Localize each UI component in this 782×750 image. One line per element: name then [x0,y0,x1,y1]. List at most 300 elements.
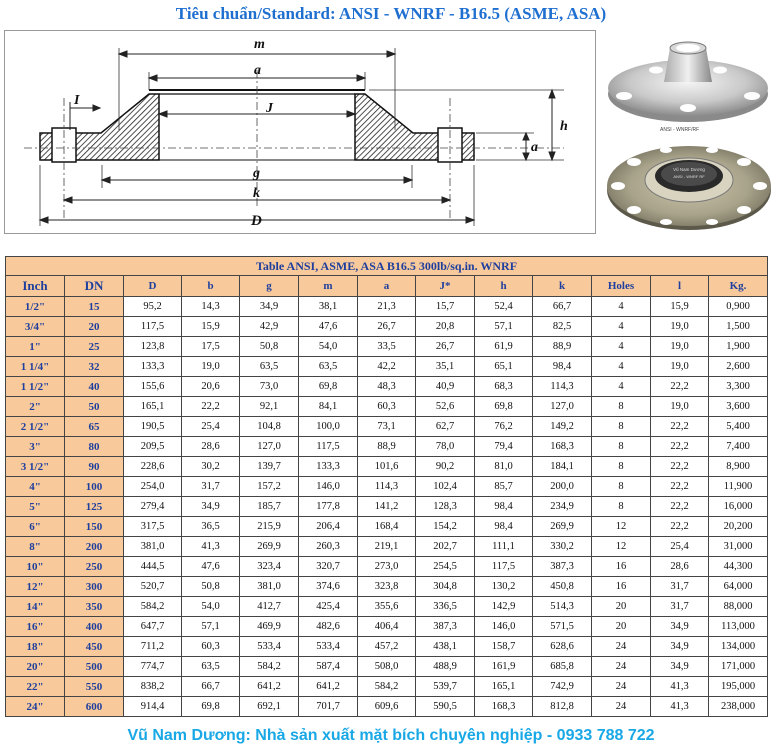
table-cell: 114,3 [358,477,416,497]
dim-label-a-side: a [531,140,538,155]
table-cell: 34,9 [651,657,709,677]
table-cell: 184,1 [533,457,592,477]
table-cell: 78,0 [416,437,475,457]
table-cell: 0,900 [709,297,768,317]
table-cell: 7,400 [709,437,768,457]
table-cell: 28,6 [182,437,240,457]
table-cell: 450 [65,637,124,657]
table-cell: 60,3 [182,637,240,657]
table-cell: 336,5 [416,597,475,617]
table-cell: 65 [65,417,124,437]
table-row [6,537,768,557]
table-cell: 20 [65,317,124,337]
table-cell: 88,9 [358,437,416,457]
table-cell: 34,9 [651,617,709,637]
table-cell: 117,5 [475,557,533,577]
table-cell: 202,7 [416,537,475,557]
flange-photo-caption-1: ANSI - WNRF/RF [660,127,700,133]
table-cell: 587,4 [299,657,358,677]
table-cell: 155,6 [124,377,182,397]
table-cell: 2 1/2" [6,417,65,437]
dim-label-D: D [251,213,262,229]
dim-label-J: J [266,101,273,116]
table-cell: 1/2" [6,297,65,317]
table-cell: 19,0 [182,357,240,377]
table-cell: 520,7 [124,577,182,597]
table-cell: 185,7 [240,497,299,517]
table-cell: 88,000 [709,597,768,617]
table-cell: 374,6 [299,577,358,597]
table-cell: 317,5 [124,517,182,537]
table-cell: 130,2 [475,577,533,597]
table-cell: 12 [592,537,651,557]
table-cell: 387,3 [416,617,475,637]
table-cell: 701,7 [299,697,358,717]
table-row [6,657,768,677]
table-cell: 22,2 [651,517,709,537]
table-cell: 47,6 [182,557,240,577]
table-row [6,577,768,597]
dim-label-h: h [560,119,568,134]
flange-engraving-name: Vũ Nam Dương [673,167,705,172]
table-cell: 600 [65,697,124,717]
table-cell: 34,9 [651,637,709,657]
table-cell: 8 [592,477,651,497]
table-cell: 254,0 [124,477,182,497]
table-cell: 24 [592,637,651,657]
table-cell: 31,7 [651,597,709,617]
table-cell: 269,9 [240,537,299,557]
table-cell: 149,2 [533,417,592,437]
table-cell: 117,5 [299,437,358,457]
table-cell: 127,0 [240,437,299,457]
table-cell: 20 [592,617,651,637]
table-cell: 57,1 [182,617,240,637]
table-cell: 128,3 [416,497,475,517]
table-cell: 200 [65,537,124,557]
table-row [6,497,768,517]
table-cell: 514,3 [533,597,592,617]
table-cell: 20,200 [709,517,768,537]
table-cell: 62,7 [416,417,475,437]
table-cell: 31,000 [709,537,768,557]
table-cell: 533,4 [299,637,358,657]
table-cell: 3/4" [6,317,65,337]
table-cell: 90 [65,457,124,477]
col-header-D: D [124,276,182,297]
table-cell: 533,4 [240,637,299,657]
table-row [6,317,768,337]
table-cell: 914,4 [124,697,182,717]
dim-label-m: m [254,37,265,52]
table-cell: 3,600 [709,397,768,417]
table-cell: 11,900 [709,477,768,497]
table-cell: 260,3 [299,537,358,557]
table-cell: 15 [65,297,124,317]
table-row [6,337,768,357]
table-cell: 33,5 [358,337,416,357]
table-cell: 21,3 [358,297,416,317]
table-cell: 158,7 [475,637,533,657]
table-cell: 47,6 [299,317,358,337]
table-cell: 15,9 [182,317,240,337]
table-cell: 812,8 [533,697,592,717]
flange-cross-section-drawing [4,30,596,234]
table-cell: 1,900 [709,337,768,357]
table-row [6,597,768,617]
table-cell: 1" [6,337,65,357]
table-cell: 19,0 [651,357,709,377]
page-title: Tiêu chuẩn/Standard: ANSI - WNRF - B16.5 (ASME, ASA) [175,4,607,23]
table-cell: 1,500 [709,317,768,337]
col-header-a: a [358,276,416,297]
table-cell: 64,000 [709,577,768,597]
table-cell: 50 [65,397,124,417]
col-header-holes: Holes [592,276,651,297]
table-cell: 320,7 [299,557,358,577]
table-cell: 68,3 [475,377,533,397]
table-cell: 60,3 [358,397,416,417]
table-cell: 146,0 [475,617,533,637]
table-cell: 79,4 [475,437,533,457]
table-cell: 228,6 [124,457,182,477]
table-cell: 304,8 [416,577,475,597]
table-cell: 177,8 [299,497,358,517]
table-cell: 1 1/2" [6,377,65,397]
table-cell: 457,2 [358,637,416,657]
table-cell: 22,2 [651,497,709,517]
table-row [6,557,768,577]
table-row [6,617,768,637]
table-cell: 323,8 [358,577,416,597]
table-cell: 200,0 [533,477,592,497]
table-cell: 40,9 [416,377,475,397]
table-cell: 584,2 [240,657,299,677]
table-cell: 111,1 [475,537,533,557]
table-cell: 219,1 [358,537,416,557]
table-cell: 48,3 [358,377,416,397]
table-row [6,297,768,317]
table-cell: 25,4 [182,417,240,437]
table-row [6,637,768,657]
table-cell: 133,3 [299,457,358,477]
table-cell: 234,9 [533,497,592,517]
table-cell: 28,6 [651,557,709,577]
table-cell: 22,2 [651,477,709,497]
table-cell: 19,0 [651,317,709,337]
dim-label-k: k [253,186,260,201]
table-cell: 19,0 [651,337,709,357]
table-cell: 742,9 [533,677,592,697]
table-cell: 4" [6,477,65,497]
table-cell: 609,6 [358,697,416,717]
table-cell: 41,3 [651,677,709,697]
table-cell: 31,7 [182,477,240,497]
table-cell: 20 [592,597,651,617]
table-cell: 25 [65,337,124,357]
flange-photo-bottom [604,134,774,234]
table-cell: 101,6 [358,457,416,477]
table-cell: 50,8 [182,577,240,597]
table-cell: 24" [6,697,65,717]
table-cell: 4 [592,377,651,397]
table-cell: 104,8 [240,417,299,437]
table-cell: 6" [6,517,65,537]
table-cell: 134,000 [709,637,768,657]
table-cell: 14" [6,597,65,617]
table-cell: 88,9 [533,337,592,357]
table-cell: 4 [592,357,651,377]
table-cell: 438,1 [416,637,475,657]
table-cell: 250 [65,557,124,577]
table-row [6,357,768,377]
table-cell: 16 [592,577,651,597]
table-cell: 571,5 [533,617,592,637]
table-cell: 22,2 [651,437,709,457]
table-cell: 22,2 [651,377,709,397]
table-cell: 14,3 [182,297,240,317]
table-cell: 22,2 [182,397,240,417]
table-cell: 42,2 [358,357,416,377]
table-cell: 114,3 [533,377,592,397]
table-cell: 692,1 [240,697,299,717]
table-cell: 63,5 [240,357,299,377]
table-cell: 168,4 [358,517,416,537]
table-cell: 100 [65,477,124,497]
table-cell: 30,2 [182,457,240,477]
col-header-g: g [240,276,299,297]
table-cell: 5" [6,497,65,517]
table-cell: 4 [592,317,651,337]
table-cell: 15,9 [651,297,709,317]
table-cell: 550 [65,677,124,697]
table-cell: 142,9 [475,597,533,617]
table-cell: 508,0 [358,657,416,677]
table-cell: 381,0 [124,537,182,557]
table-cell: 85,7 [475,477,533,497]
table-cell: 98,4 [533,357,592,377]
table-cell: 254,5 [416,557,475,577]
table-cell: 54,0 [299,337,358,357]
dim-label-g: g [253,166,260,181]
table-cell: 90,2 [416,457,475,477]
table-cell: 4 [592,337,651,357]
table-cell: 641,2 [240,677,299,697]
table-cell: 36,5 [182,517,240,537]
table-row [6,377,768,397]
col-header-l: l [651,276,709,297]
table-cell: 76,2 [475,417,533,437]
table-cell: 685,8 [533,657,592,677]
table-cell: 641,2 [299,677,358,697]
table-cell: 838,2 [124,677,182,697]
table-cell: 34,9 [240,297,299,317]
table-cell: 238,000 [709,697,768,717]
table-cell: 57,1 [475,317,533,337]
table-cell: 35,1 [416,357,475,377]
table-cell: 66,7 [182,677,240,697]
table-cell: 20,6 [182,377,240,397]
table-cell: 647,7 [124,617,182,637]
table-cell: 8 [592,417,651,437]
table-cell: 711,2 [124,637,182,657]
table-cell: 20,8 [416,317,475,337]
dim-label-I: I [74,93,80,108]
table-cell: 330,2 [533,537,592,557]
col-header-h: h [475,276,533,297]
table-cell: 16" [6,617,65,637]
table-cell: 2,600 [709,357,768,377]
table-cell: 8,900 [709,457,768,477]
table-cell: 8" [6,537,65,557]
table-cell: 61,9 [475,337,533,357]
table-cell: 38,1 [299,297,358,317]
table-cell: 63,5 [182,657,240,677]
table-cell: 69,8 [182,697,240,717]
table-cell: 12" [6,577,65,597]
table-cell: 31,7 [651,577,709,597]
table-row [6,677,768,697]
table-cell: 323,4 [240,557,299,577]
table-cell: 52,6 [416,397,475,417]
table-cell: 98,4 [475,497,533,517]
table-cell: 26,7 [358,317,416,337]
table-cell: 18" [6,637,65,657]
table-cell: 150 [65,517,124,537]
table-cell: 584,2 [124,597,182,617]
table-cell: 590,5 [416,697,475,717]
table-cell: 450,8 [533,577,592,597]
table-cell: 8 [592,437,651,457]
col-header-b: b [182,276,240,297]
table-row [6,517,768,537]
table-cell: 102,4 [416,477,475,497]
table-cell: 482,6 [299,617,358,637]
table-cell: 8 [592,497,651,517]
table-cell: 113,000 [709,617,768,637]
table-cell: 273,0 [358,557,416,577]
table-cell: 17,5 [182,337,240,357]
table-cell: 16 [592,557,651,577]
table-cell: 69,8 [299,377,358,397]
table-cell: 19,0 [651,397,709,417]
table-cell: 41,3 [182,537,240,557]
table-cell: 412,7 [240,597,299,617]
table-row [6,417,768,437]
table-cell: 10" [6,557,65,577]
spec-table [5,256,768,717]
table-cell: 15,7 [416,297,475,317]
table-cell: 117,5 [124,317,182,337]
table-cell: 69,8 [475,397,533,417]
table-row [6,397,768,417]
table-cell: 123,8 [124,337,182,357]
table-cell: 168,3 [533,437,592,457]
table-cell: 350 [65,597,124,617]
table-cell: 165,1 [475,677,533,697]
table-header-row [6,276,768,297]
table-cell: 40 [65,377,124,397]
table-cell: 444,5 [124,557,182,577]
table-cell: 22,2 [651,457,709,477]
table-cell: 63,5 [299,357,358,377]
table-cell: 12 [592,517,651,537]
table-cell: 381,0 [240,577,299,597]
table-cell: 44,300 [709,557,768,577]
table-cell: 165,1 [124,397,182,417]
table-cell: 269,9 [533,517,592,537]
table-cell: 469,9 [240,617,299,637]
table-cell: 168,3 [475,697,533,717]
table-cell: 154,2 [416,517,475,537]
col-header-m: m [299,276,358,297]
table-cell: 24 [592,657,651,677]
col-header-kg: Kg. [709,276,768,297]
table-cell: 24 [592,677,651,697]
table-cell: 81,0 [475,457,533,477]
table-cell: 20" [6,657,65,677]
table-cell: 206,4 [299,517,358,537]
table-cell: 65,1 [475,357,533,377]
table-cell: 24 [592,697,651,717]
flange-photo-top [600,36,776,126]
table-cell: 146,0 [299,477,358,497]
table-cell: 139,7 [240,457,299,477]
table-cell: 80 [65,437,124,457]
table-cell: 73,1 [358,417,416,437]
table-cell: 425,4 [299,597,358,617]
table-cell: 100,0 [299,417,358,437]
table-cell: 125 [65,497,124,517]
table-cell: 195,000 [709,677,768,697]
col-header-k: k [533,276,592,297]
table-cell: 539,7 [416,677,475,697]
table-cell: 3,300 [709,377,768,397]
table-cell: 3" [6,437,65,457]
table-cell: 1 1/4" [6,357,65,377]
table-cell: 52,4 [475,297,533,317]
table-cell: 42,9 [240,317,299,337]
table-cell: 92,1 [240,397,299,417]
col-header-dn: DN [65,276,124,297]
table-cell: 584,2 [358,677,416,697]
footer-contact: Vũ Nam Dương: Nhà sản xuất mặt bích chuyên nghiệp - 0933 788 722 [127,727,655,744]
table-cell: 774,7 [124,657,182,677]
table-cell: 387,3 [533,557,592,577]
table-cell: 400 [65,617,124,637]
table-cell: 500 [65,657,124,677]
table-cell: 41,3 [651,697,709,717]
table-cell: 98,4 [475,517,533,537]
table-cell: 355,6 [358,597,416,617]
table-cell: 171,000 [709,657,768,677]
table-cell: 279,4 [124,497,182,517]
table-cell: 300 [65,577,124,597]
table-cell: 127,0 [533,397,592,417]
flange-engraving-std: ANSI - WNRF RF [673,174,705,179]
col-header-inch: Inch [6,276,65,297]
table-cell: 82,5 [533,317,592,337]
table-cell: 32 [65,357,124,377]
table-cell: 95,2 [124,297,182,317]
table-row [6,477,768,497]
table-cell: 25,4 [651,537,709,557]
table-cell: 22,2 [651,417,709,437]
table-cell: 5,400 [709,417,768,437]
dim-label-a-top: a [254,63,261,78]
col-header-J: J* [416,276,475,297]
table-cell: 8 [592,397,651,417]
